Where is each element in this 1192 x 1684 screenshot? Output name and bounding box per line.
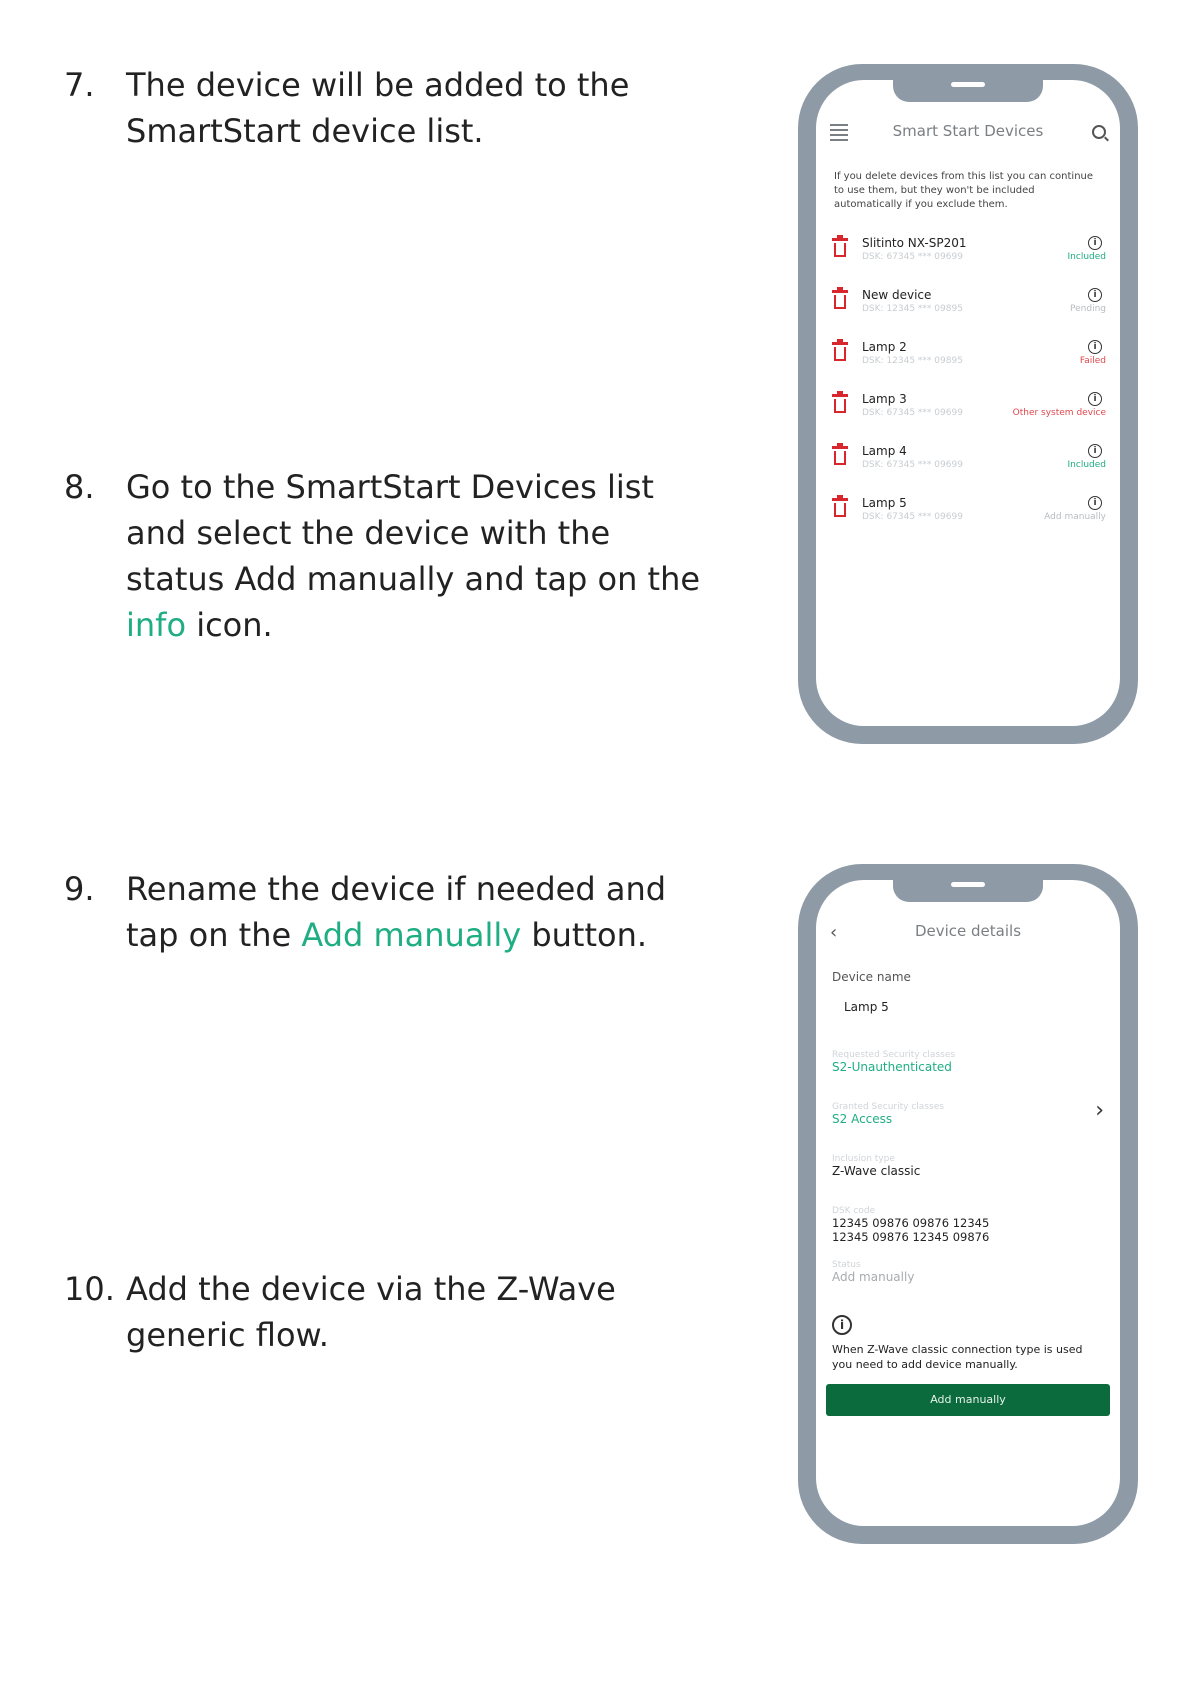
step-text-part: button. [521, 916, 648, 954]
search-icon[interactable] [1092, 125, 1106, 139]
device-name-input[interactable]: Lamp 5 [844, 1000, 889, 1014]
device-name-label: Device name [832, 970, 911, 984]
granted-security-label: Granted Security classes [832, 1102, 944, 1112]
step-9 [64, 866, 704, 958]
step-number: 8. [64, 468, 95, 506]
granted-security-value: S2 Access [832, 1112, 893, 1126]
info-icon[interactable]: i [1088, 236, 1102, 250]
step-text [126, 866, 704, 958]
trash-icon[interactable] [832, 498, 848, 520]
info-message: When Z-Wave classic connection type is used you need to add device manually. [832, 1343, 1083, 1371]
device-status: Included [1067, 460, 1106, 470]
requested-security-section [832, 1050, 1102, 1074]
dsk-label: DSK code [832, 1206, 876, 1216]
status-value: Add manually [832, 1270, 915, 1284]
add-manually-keyword: Add manually [301, 916, 522, 954]
phone-device-details [798, 864, 1138, 1544]
trash-icon[interactable] [832, 290, 848, 312]
device-row[interactable] [816, 384, 1120, 436]
device-dsk: DSK: 67345 *** 09699 [862, 512, 963, 522]
trash-icon[interactable] [832, 446, 848, 468]
step-7 [64, 62, 704, 154]
device-dsk: DSK: 67345 *** 09699 [862, 252, 963, 262]
back-chevron-icon[interactable]: ‹ [830, 922, 838, 943]
device-name: Lamp 2 [862, 340, 907, 354]
step-text-part: Go to the SmartStart Devices list and select the device with the status Add manually and tap on the [126, 468, 701, 598]
step-number: 7. [64, 66, 95, 104]
status-label: Status [832, 1260, 861, 1270]
device-row[interactable] [816, 488, 1120, 540]
info-icon[interactable]: i [1088, 340, 1102, 354]
step-text [126, 464, 704, 648]
device-name: New device [862, 288, 932, 302]
screen-title: Device details [914, 922, 1022, 940]
requested-security-value: S2-Unauthenticated [832, 1060, 952, 1074]
device-dsk: DSK: 67345 *** 09699 [862, 460, 963, 470]
step-number: 9. [64, 870, 95, 908]
device-name: Lamp 4 [862, 444, 907, 458]
speaker [951, 82, 985, 87]
phone-notch [893, 880, 1043, 902]
device-name: Lamp 5 [862, 496, 907, 510]
device-dsk: DSK: 12345 *** 09895 [862, 356, 963, 366]
step-text: The device will be added to the SmartStart device list. [126, 66, 630, 150]
status-section [832, 1260, 1102, 1284]
device-status: Other system device [1012, 408, 1106, 418]
trash-icon[interactable] [832, 238, 848, 260]
granted-security-section[interactable] [832, 1102, 1102, 1126]
requested-security-label: Requested Security classes [832, 1050, 956, 1060]
app-header [816, 918, 1120, 948]
device-dsk: DSK: 12345 *** 09895 [862, 304, 963, 314]
info-icon[interactable]: i [1088, 444, 1102, 458]
list-note: If you delete devices from this list you can continue to use them, but they won't be included automatically if you exclude them. [834, 171, 1094, 210]
device-row[interactable] [816, 332, 1120, 384]
step-text-part: Rename the device if needed and tap on the [126, 870, 667, 954]
device-status: Add manually [1044, 512, 1106, 522]
device-status: Failed [1079, 356, 1106, 366]
device-row[interactable] [816, 436, 1120, 488]
dsk-section [832, 1206, 1102, 1244]
info-keyword: info [126, 606, 187, 644]
add-manually-button[interactable]: Add manually [826, 1384, 1110, 1416]
inclusion-type-section [832, 1154, 1102, 1178]
inclusion-type-value: Z-Wave classic [832, 1164, 921, 1178]
speaker [951, 882, 985, 887]
trash-icon[interactable] [832, 342, 848, 364]
dsk-line-2: 12345 09876 12345 09876 [832, 1230, 990, 1244]
app-header [816, 118, 1120, 148]
inclusion-type-label: Inclusion type [832, 1154, 895, 1164]
device-status: Pending [1070, 304, 1106, 314]
step-number: 10. [64, 1270, 115, 1308]
device-name-section [832, 970, 1102, 1014]
info-icon: i [832, 1315, 852, 1335]
trash-icon[interactable] [832, 394, 848, 416]
step-8 [64, 464, 704, 648]
step-10 [64, 1266, 704, 1358]
phone-screen [816, 80, 1120, 726]
device-name: Lamp 3 [862, 392, 907, 406]
screen-title: Smart Start Devices [892, 122, 1044, 140]
device-name: Slitinto NX-SP201 [862, 236, 967, 250]
step-text: Add the device via the Z-Wave generic flow. [126, 1270, 616, 1354]
phone-notch [893, 80, 1043, 102]
phone-smart-start-devices [798, 64, 1138, 744]
dsk-line-1: 12345 09876 09876 12345 [832, 1216, 990, 1230]
device-list [816, 228, 1120, 540]
chevron-right-icon[interactable]: › [1095, 1098, 1104, 1123]
phone-screen [816, 880, 1120, 1526]
device-status: Included [1067, 252, 1106, 262]
device-row[interactable] [816, 228, 1120, 280]
step-text-part: icon. [186, 606, 273, 644]
info-icon[interactable]: i [1088, 496, 1102, 510]
info-icon[interactable]: i [1088, 392, 1102, 406]
device-row[interactable] [816, 280, 1120, 332]
info-icon[interactable]: i [1088, 288, 1102, 302]
device-dsk: DSK: 67345 *** 09699 [862, 408, 963, 418]
